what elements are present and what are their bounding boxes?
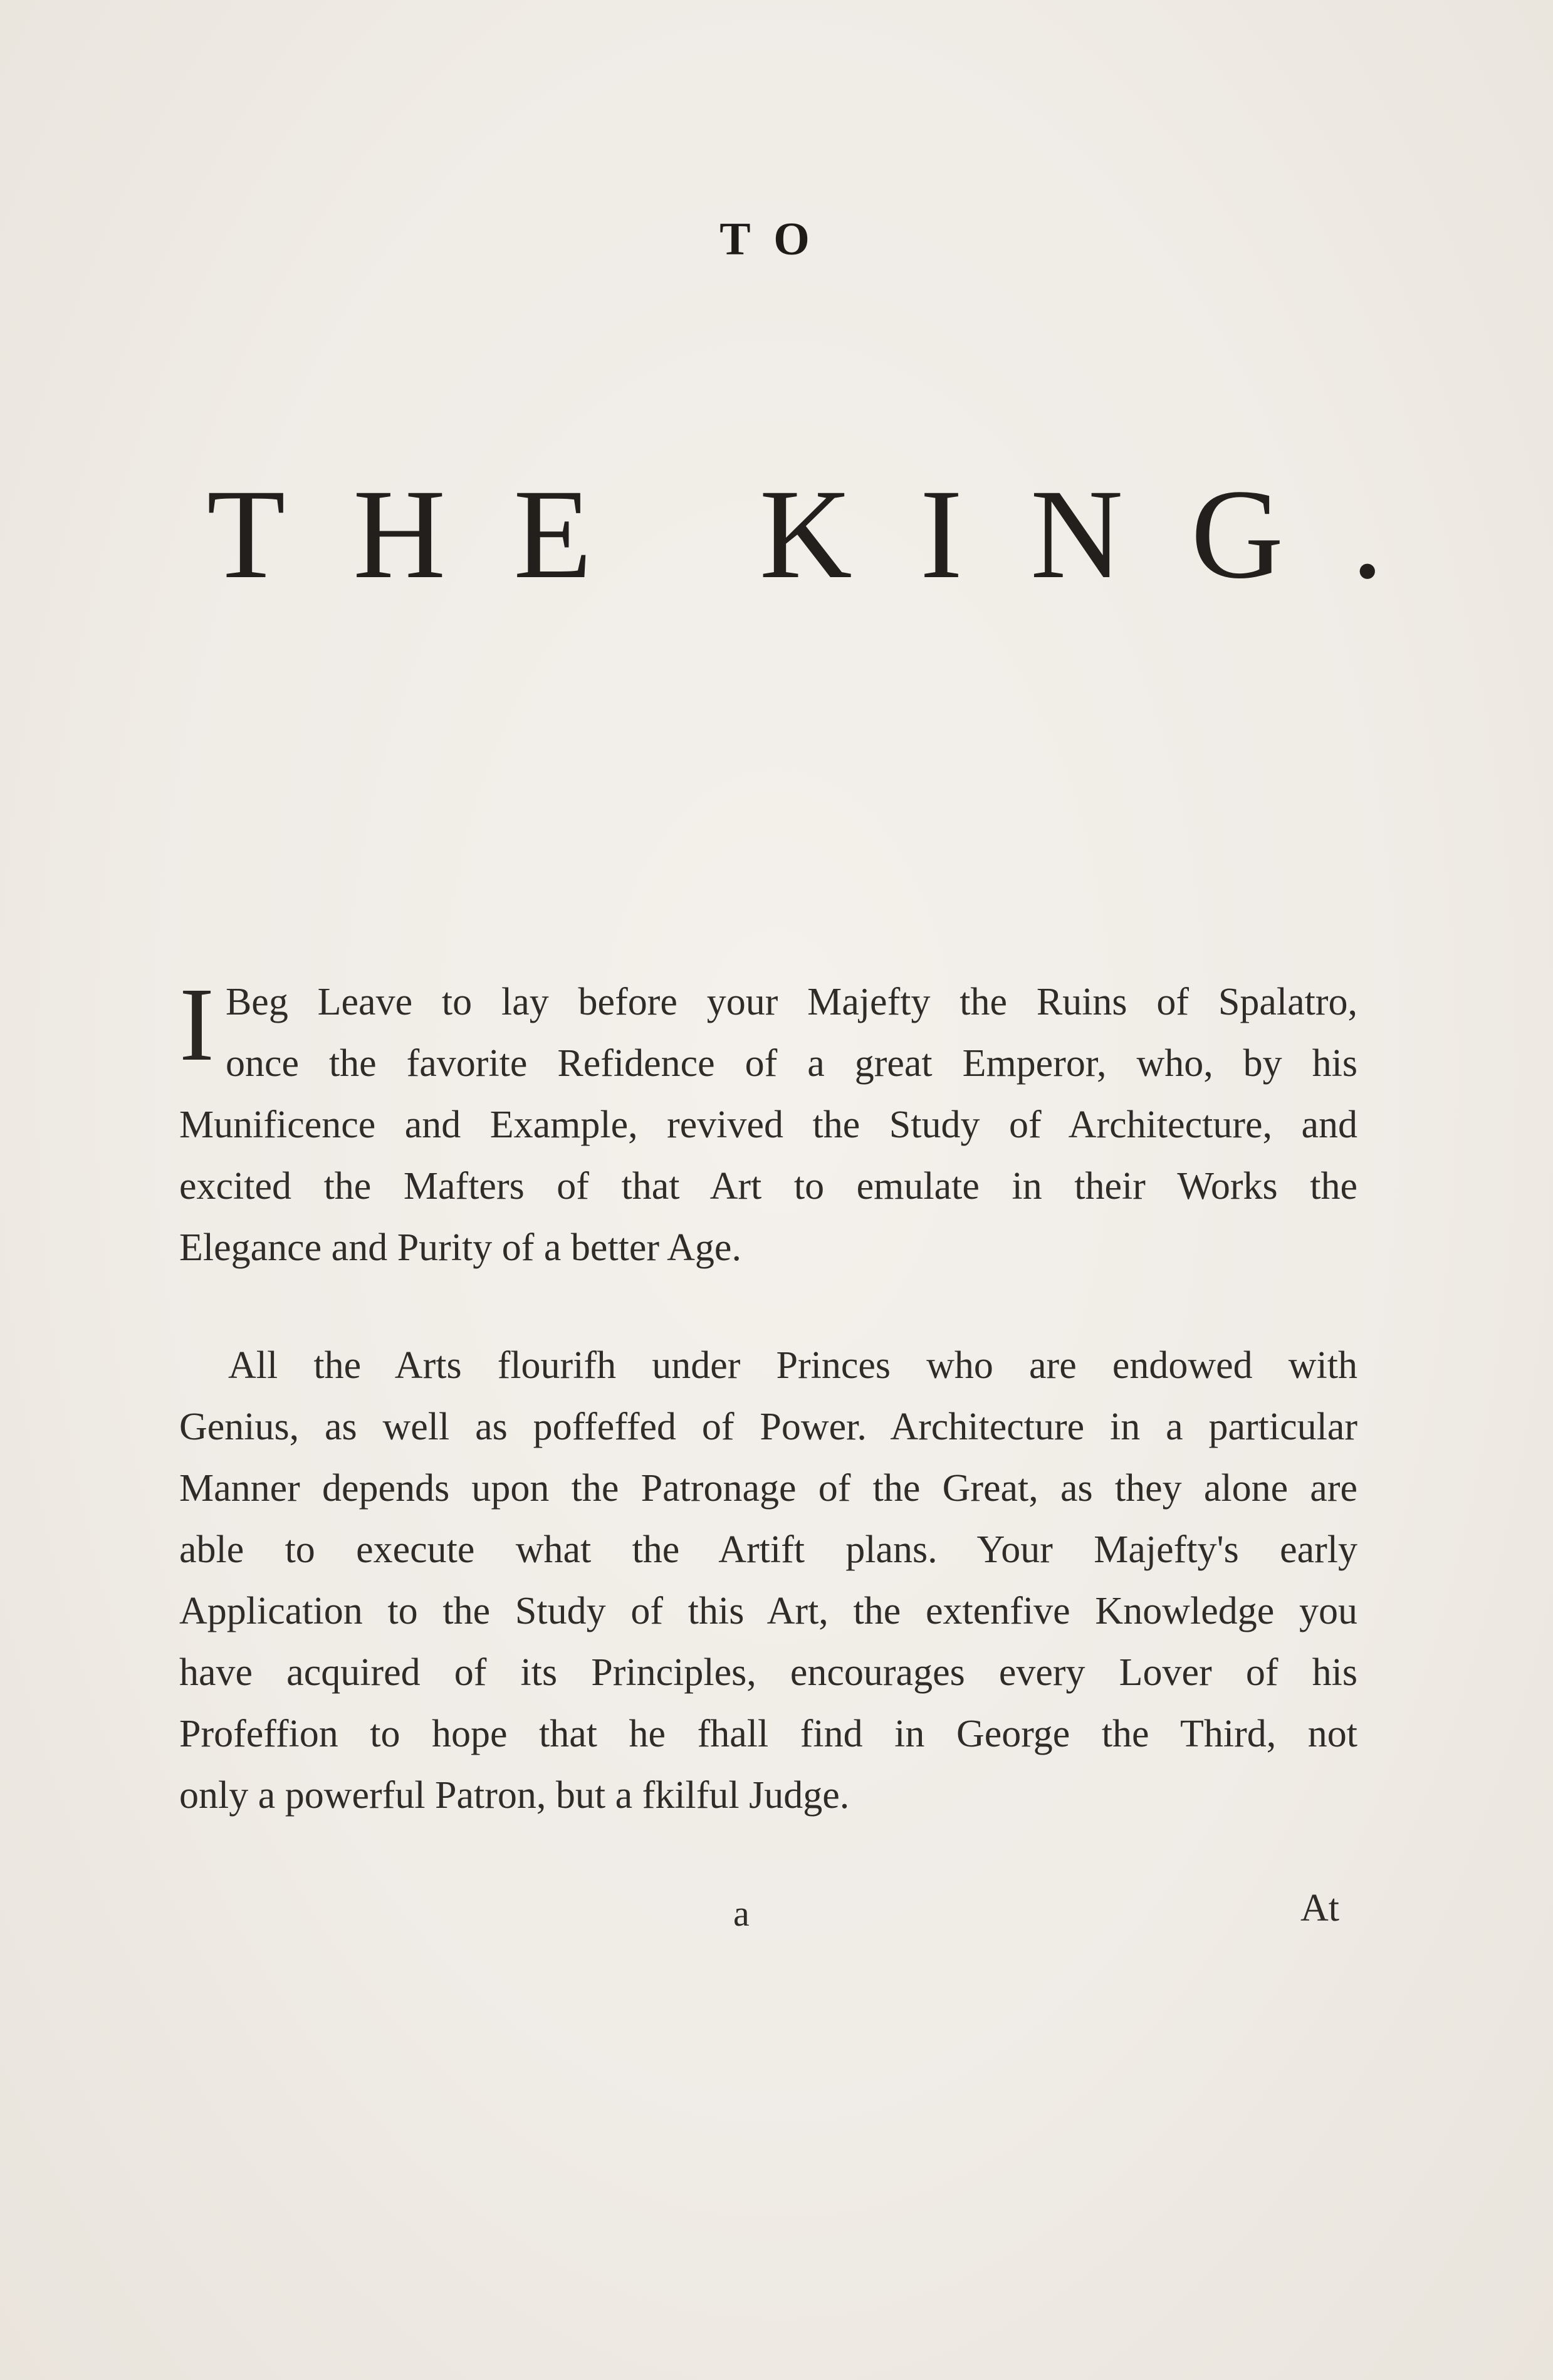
paragraph-2-line: Genius, as well as poffeffed of Power. Architecture in a particular xyxy=(179,1406,1357,1448)
dedication-to-heading: TO xyxy=(719,214,834,265)
paragraph-2-line: Profeffion to hope that he fhall find in George the Third, not xyxy=(179,1713,1357,1755)
paragraph-2-line: able to execute what the Artift plans. Your Majefty's early xyxy=(179,1528,1357,1571)
paragraph-1-line: Elegance and Purity of a better Age. xyxy=(179,1226,741,1269)
signature-mark: a xyxy=(733,1893,750,1934)
paragraph-1-line: excited the Mafters of that Art to emulate in their Works the xyxy=(179,1165,1357,1208)
paragraph-1-line: once the favorite Refidence of a great Emperor, who, by his xyxy=(225,1042,1357,1085)
paragraph-2-line: Application to the Study of this Art, the extenfive Knowledge you xyxy=(179,1590,1357,1632)
drop-cap: I xyxy=(179,966,214,1083)
paragraph-2-line: only a powerful Patron, but a fkilful Judge. xyxy=(179,1774,850,1817)
paragraph-2-line: have acquired of its Principles, encourages every Lover of his xyxy=(179,1651,1357,1694)
paragraph-2 xyxy=(179,1335,1357,1826)
paragraph-1 xyxy=(179,966,1357,1278)
paragraph-1-line: Beg Leave to lay before your Majefty the Ruins of Spalatro, xyxy=(225,981,1357,1023)
paragraph-2-line: Manner depends upon the Patronage of the Great, as they alone are xyxy=(179,1467,1357,1510)
paragraph-1-line: Munificence and Example, revived the Study of Architecture, and xyxy=(179,1104,1357,1146)
dedication-title: THE KING. xyxy=(207,463,1451,605)
paragraph-2-line: All the Arts flourifh under Princes who are endowed with xyxy=(228,1344,1357,1387)
catchword: At xyxy=(1300,1887,1339,1929)
